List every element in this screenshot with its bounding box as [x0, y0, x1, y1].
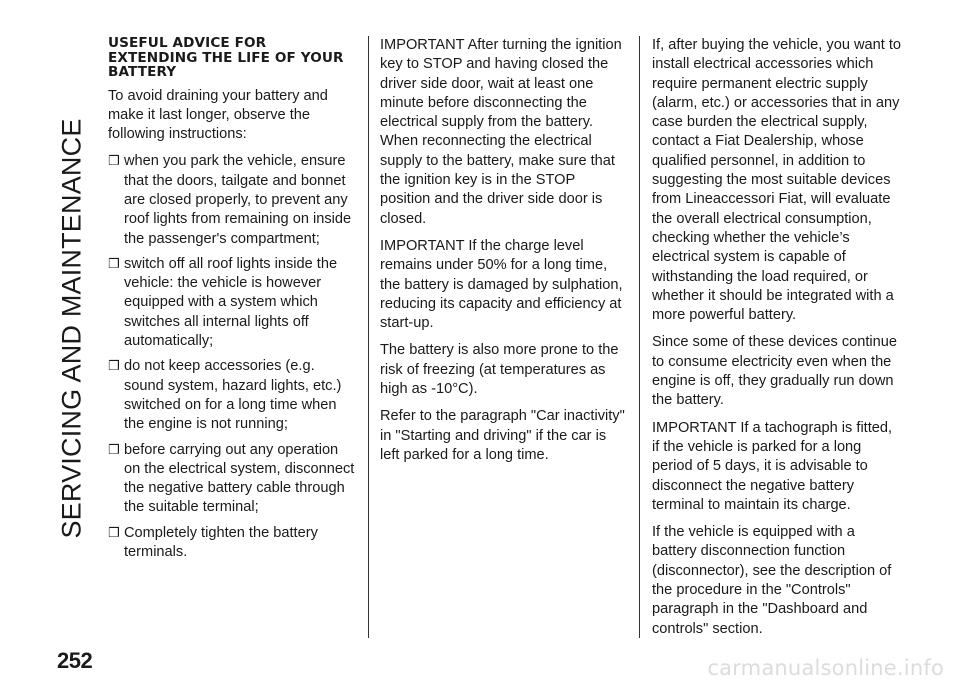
- page-number: 252: [57, 648, 93, 673]
- checkbox-bullet-icon: ❒: [108, 525, 120, 541]
- column-1: [108, 36, 355, 568]
- paragraph: IMPORTANT After turning the ignition key to STOP and having closed the driver side door, wait at least one minute before disconnecting the electrical supply from the battery. When reconnecting the electrical supply to the battery, make sure that the ignition key is in the STOP position and the driver side door is closed.: [380, 37, 622, 227]
- column-2: [380, 36, 625, 473]
- paragraph: The battery is also more prone to the risk of freezing (at temperatures as high as -10°C).: [380, 342, 619, 398]
- list-item: [108, 152, 355, 248]
- paragraph: Refer to the paragraph "Car inactivity" in "Starting and driving" if the car is left parked for a long time.: [380, 408, 625, 463]
- checkbox-bullet-icon: ❒: [108, 154, 120, 170]
- column-divider: [639, 36, 640, 638]
- list-item: [108, 357, 355, 434]
- column-divider: [368, 36, 369, 638]
- paragraph: If the vehicle is equipped with a battery disconnection function (disconnector), see the description of the procedure in the "Controls" paragraph in the "Dashboard and controls" section.: [652, 524, 892, 637]
- list-item-text: Completely tighten the battery terminals.: [124, 524, 318, 561]
- list-item-text: switch off all roof lights inside the vehicle: the vehicle is however equipped with a system which switches all internal lights off automatically;: [124, 255, 338, 350]
- list-item-text: do not keep accessories (e.g. sound system, hazard lights, etc.) switched on for a long time when the engine is not running;: [124, 358, 342, 433]
- section-title-vertical: [52, 38, 92, 618]
- list-item: [108, 524, 355, 563]
- checkbox-bullet-icon: ❒: [108, 256, 120, 272]
- paragraph: IMPORTANT If the charge level remains under 50% for a long time, the battery is damaged by sulphation, reducing its capacity and efficiency at start-up.: [380, 237, 623, 332]
- checkbox-bullet-icon: ❒: [108, 442, 120, 458]
- advice-list: [108, 152, 355, 562]
- list-item-text: before carrying out any operation on the electrical system, disconnect the negative battery cable through the suitable terminal;: [124, 441, 355, 516]
- watermark: carmanualsonline.info: [707, 656, 944, 680]
- section-heading: USEFUL ADVICE FOR EXTENDING THE LIFE OF YOUR BATTERY: [108, 35, 344, 80]
- intro-paragraph: To avoid draining your battery and make it last longer, observe the following instructions:: [108, 87, 328, 143]
- section-title-text: SERVICING AND MAINTENANCE: [56, 117, 87, 539]
- paragraph: Since some of these devices continue to consume electricity even when the engine is off, they gradually run down the battery.: [652, 334, 897, 409]
- column-3: [652, 36, 902, 647]
- paragraph: IMPORTANT If a tachograph is fitted, if the vehicle is parked for a long period of 5 days, it is advisable to disconnect the negative battery terminal to maintain its charge.: [652, 419, 893, 513]
- list-item-text: when you park the vehicle, ensure that the doors, tailgate and bonnet are closed properly, to prevent any roof lights from remaining on inside the passenger's compartment;: [124, 153, 352, 247]
- list-item: [108, 255, 355, 351]
- list-item: [108, 441, 355, 518]
- paragraph: If, after buying the vehicle, you want to install electrical accessories which require permanent electric supply (alarm, etc.) or accessories that in any case burden the electrical supply, contact a Fiat Dealership, whose qualified personnel, in addition to suggesting the most suitable devices from Lineaccessori Fiat, will evaluate the overall electrical consumption, checking whether the vehicle’s electrical system is capable of withstanding the load required, or whether it should be integrated with a more powerful battery.: [652, 37, 902, 324]
- checkbox-bullet-icon: ❒: [108, 359, 120, 375]
